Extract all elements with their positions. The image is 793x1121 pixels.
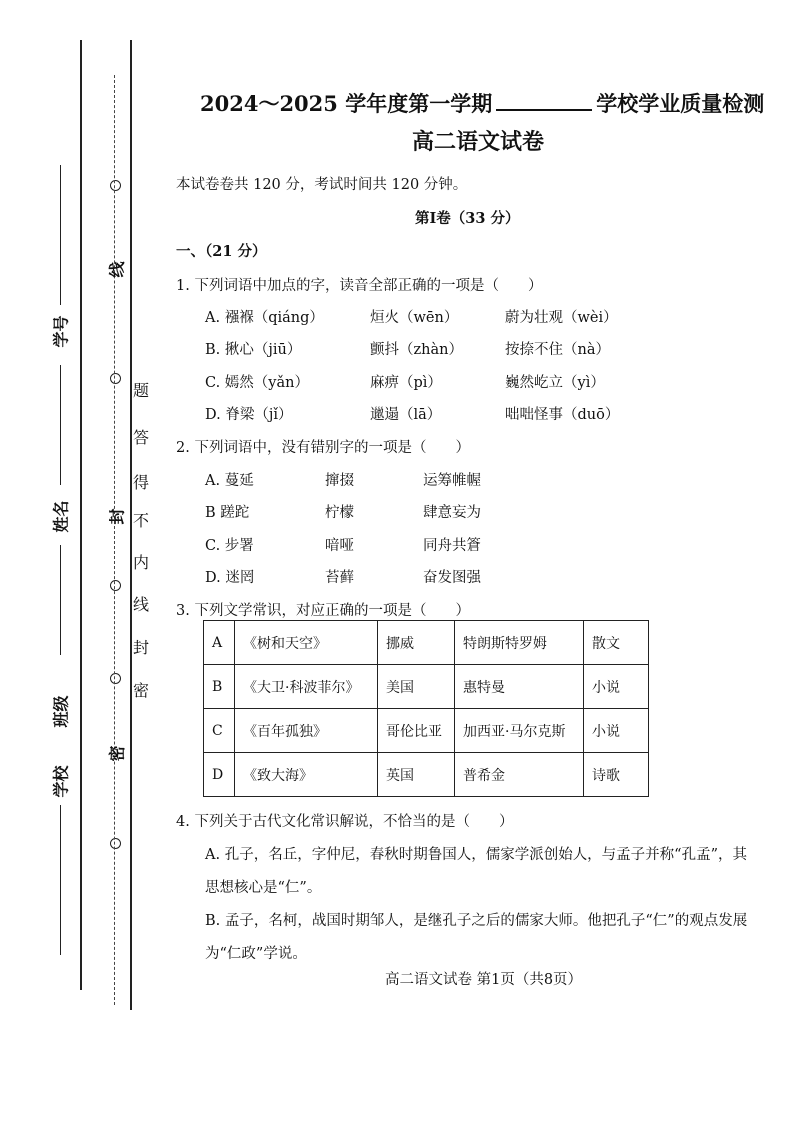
binding-hole [110, 673, 121, 684]
table-cell: 英国 [378, 753, 455, 797]
name-blank-lower[interactable] [60, 545, 61, 655]
q2-option-a-2: 撺掇 [325, 473, 354, 489]
table-cell: 美国 [378, 665, 455, 709]
q1-option-a-2: 烜火（wēn） [370, 310, 459, 326]
table-cell: 哥伦比亚 [378, 709, 455, 753]
q1-option-d-2: 邋遢（lā） [370, 407, 442, 423]
q2-option-d-2: 苔藓 [325, 570, 354, 586]
class-label: 班级 [51, 695, 71, 728]
inner-binding-line [130, 40, 132, 1010]
table-cell: 小说 [584, 709, 649, 753]
table-cell: C [204, 709, 235, 753]
warning-char: 得 [133, 473, 150, 492]
q2-option-a-3: 运筹帷幄 [423, 473, 481, 489]
literature-table [203, 620, 649, 797]
table-cell: 挪威 [378, 621, 455, 665]
table-cell: B [204, 665, 235, 709]
q2-option-d-3: 奋发图强 [423, 570, 481, 586]
q1-option-c-3: 巍然屹立（yì） [505, 375, 605, 391]
q4-option-b-line2: 为“仁政”学说。 [205, 946, 307, 962]
q1-option-c-2: 麻痹（pì） [370, 375, 442, 391]
question-4-stem: 4. 下列关于古代文化常识解说，不恰当的是（ ） [176, 814, 514, 830]
q1-option-b-1: B. 揪心（jiū） [205, 342, 302, 358]
warning-char: 题 [133, 381, 150, 400]
binding-hole [110, 838, 121, 849]
title-suffix: 学校学业质量检测 [596, 91, 765, 116]
table-cell: 《百年孤独》 [235, 709, 378, 753]
q2-option-c-3: 同舟共篬 [423, 538, 481, 554]
table-cell: 加西亚·马尔克斯 [455, 709, 584, 753]
q4-option-a-line2: 思想核心是“仁”。 [205, 880, 322, 896]
table-cell: A [204, 621, 235, 665]
seal-char-secret: 密 [107, 745, 127, 762]
warning-char: 密 [133, 681, 150, 700]
table-cell: 特朗斯特罗姆 [455, 621, 584, 665]
binding-hole [110, 373, 121, 384]
part-heading: 一、（21 分） [176, 243, 267, 260]
section-heading: 第Ⅰ卷（33 分） [415, 210, 520, 227]
q1-option-d-3: 咄咄怪事（duō） [505, 407, 620, 423]
q1-option-a-3: 蔚为壮观（wèi） [505, 310, 618, 326]
table-cell: D [204, 753, 235, 797]
warning-char: 封 [133, 638, 150, 657]
warning-char: 答 [133, 428, 150, 447]
outer-binding-line [80, 40, 82, 990]
name-label: 姓名 [51, 500, 71, 533]
table-cell: 惠特曼 [455, 665, 584, 709]
page-footer: 高二语文试卷 第1页（共8页） [385, 972, 583, 988]
warning-char: 不 [133, 511, 150, 530]
table-row [204, 621, 649, 665]
binding-hole [110, 180, 121, 191]
table-cell: 《树和天空》 [235, 621, 378, 665]
question-1-stem: 1. 下列词语中加点的字，读音全部正确的一项是（ ） [176, 278, 543, 294]
q2-option-b-2: 柠檬 [325, 505, 354, 521]
exam-intro: 本试卷卷共 120 分，考试时间共 120 分钟。 [176, 177, 468, 193]
table-cell: 普希金 [455, 753, 584, 797]
q1-option-d-1: D. 脊梁（jǐ） [205, 407, 293, 423]
table-row [204, 709, 649, 753]
q1-option-a-1: A. 襁褓（qiáng） [205, 310, 324, 326]
exam-title [200, 88, 764, 118]
exam-subtitle: 高二语文试卷 [412, 129, 545, 155]
q2-option-b-3: 肆意妄为 [423, 505, 481, 521]
table-cell: 小说 [584, 665, 649, 709]
table-row [204, 753, 649, 797]
title-prefix: 2024～2025 学年度第一学期 [200, 91, 493, 116]
q1-option-c-1: C. 嫣然（yǎn） [205, 375, 309, 391]
q2-option-c-1: C. 步署 [205, 538, 254, 554]
table-cell: 《致大海》 [235, 753, 378, 797]
table-cell: 《大卫·科波菲尔》 [235, 665, 378, 709]
q1-option-b-2: 颤抖（zhàn） [370, 342, 463, 358]
table-row [204, 665, 649, 709]
q2-option-d-1: D. 迷罔 [205, 570, 255, 586]
school-blank[interactable] [60, 805, 61, 955]
table-cell: 散文 [584, 621, 649, 665]
q2-option-a-1: A. 蔓延 [205, 473, 254, 489]
q2-option-c-2: 喑哑 [325, 538, 354, 554]
binding-hole [110, 580, 121, 591]
question-2-stem: 2. 下列词语中，没有错别字的一项是（ ） [176, 440, 470, 456]
seal-char-line: 线 [107, 261, 127, 278]
question-3-stem: 3. 下列文学常识，对应正确的一项是（ ） [176, 603, 470, 619]
q1-option-b-3: 按捺不住（nà） [505, 342, 610, 358]
seal-char-seal: 封 [107, 508, 127, 525]
student-id-blank[interactable] [60, 165, 61, 305]
warning-char: 线 [133, 595, 150, 614]
table-cell: 诗歌 [584, 753, 649, 797]
warning-char: 内 [133, 553, 150, 572]
student-id-label: 学号 [51, 315, 71, 348]
name-blank[interactable] [60, 365, 61, 485]
dashed-cut-line [114, 75, 115, 1005]
school-name-blank[interactable] [496, 91, 592, 111]
school-label: 学校 [51, 765, 71, 798]
q4-option-a-line1: A. 孔子，名丘，字仲尼，春秋时期鲁国人，儒家学派创始人，与孟子并称“孔孟”，其 [205, 847, 748, 863]
q4-option-b-line1: B. 孟子，名柯，战国时期邹人，是继孔子之后的儒家大师。他把孔子“仁”的观点发展 [205, 913, 748, 929]
q2-option-b-1: B 蹉跎 [205, 505, 250, 521]
